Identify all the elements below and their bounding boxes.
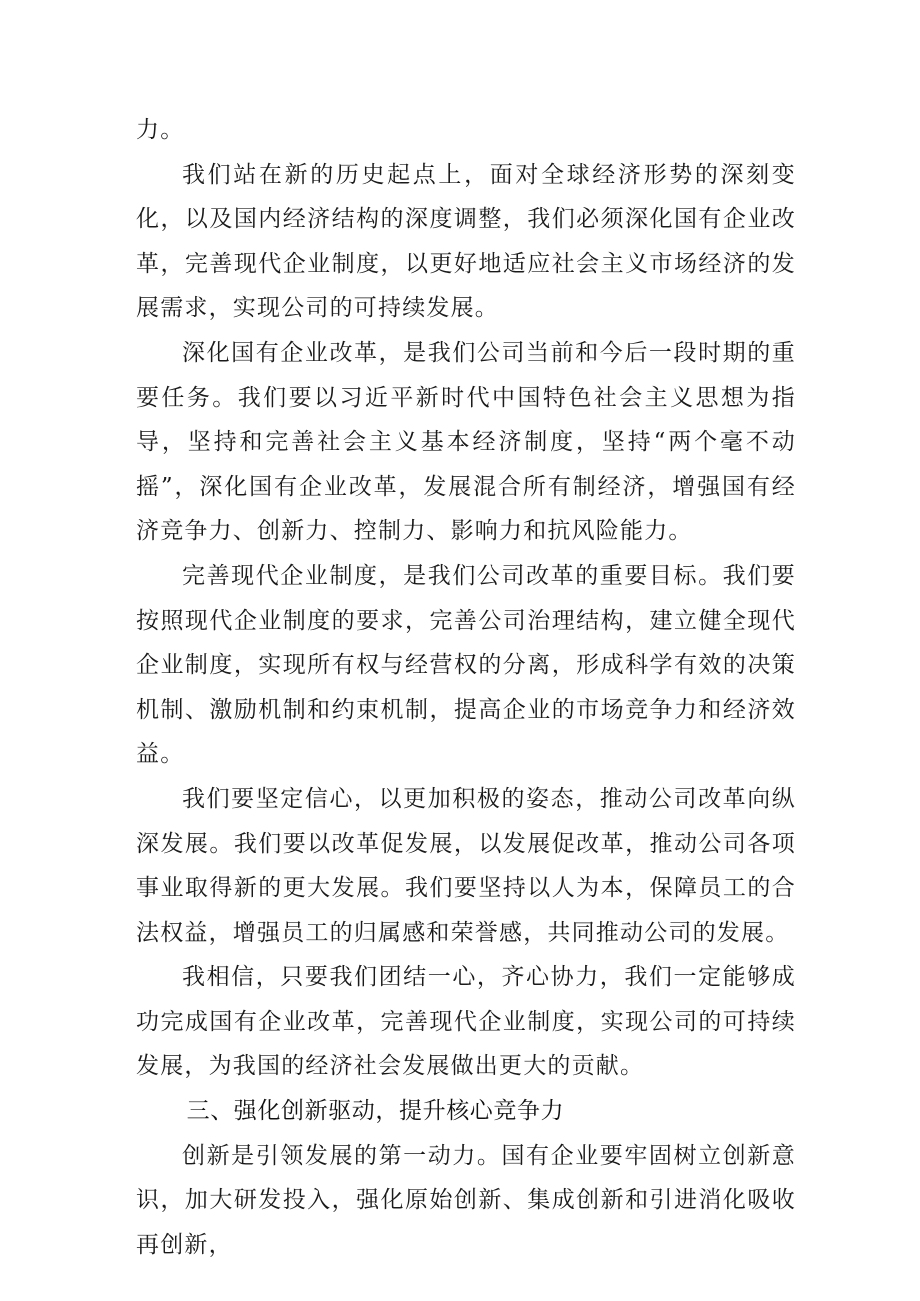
document-body — [136, 108, 796, 1267]
paragraph-deepen-soe-reform: 深化国有企业改革，是我们公司当前和今后一段时期的重要任务。我们要以习近平新时代中国特色社会主义思想为指导，坚持和完善社会主义基本经济制度，坚持“两个毫不动摇”，深化国有企业改革，发展混合所有制经济，增强国有经济竞争力、创新力、控制力、影响力和抗风险能力。 — [136, 339, 796, 545]
section-heading: 三、强化创新驱动，提升核心竞争力 — [186, 1098, 565, 1125]
paragraph-innovation-driven: 创新是引领发展的第一动力。国有企业要牢固树立创新意识，加大研发投入，强化原始创新、集成创新和引进消化吸收再创新， — [136, 1142, 796, 1258]
paragraph-firm-confidence: 我们要坚定信心，以更加积极的姿态，推动公司改革向纵深发展。我们要以改革促发展，以发展促改革，推动公司各项事业取得新的更大发展。我们要坚持以人为本，保障员工的合法权益，增强员工的归属感和荣誉感，共同推动公司的发展。 — [136, 785, 796, 946]
paragraph-historical-starting-point: 我们站在新的历史起点上，面对全球经济形势的深刻变化，以及国内经济结构的深度调整，我们必须深化国有企业改革，完善现代企业制度，以更好地适应社会主义市场经济的发展需求，实现公司的可持续发展。 — [136, 161, 796, 322]
paragraph-unity-conclusion: 我相信，只要我们团结一心，齐心协力，我们一定能够成功完成国有企业改革，完善现代企业制度，实现公司的可持续发展，为我国的经济社会发展做出更大的贡献。 — [136, 964, 796, 1080]
paragraph-continuation: 力。 — [136, 117, 185, 143]
paragraph-modern-enterprise-system: 完善现代企业制度，是我们公司改革的重要目标。我们要按照现代企业制度的要求，完善公司治理结构，建立健全现代企业制度，实现所有权与经营权的分离，形成科学有效的决策机制、激励机制和约束机制，提高企业的市场竞争力和经济效益。 — [136, 562, 796, 768]
